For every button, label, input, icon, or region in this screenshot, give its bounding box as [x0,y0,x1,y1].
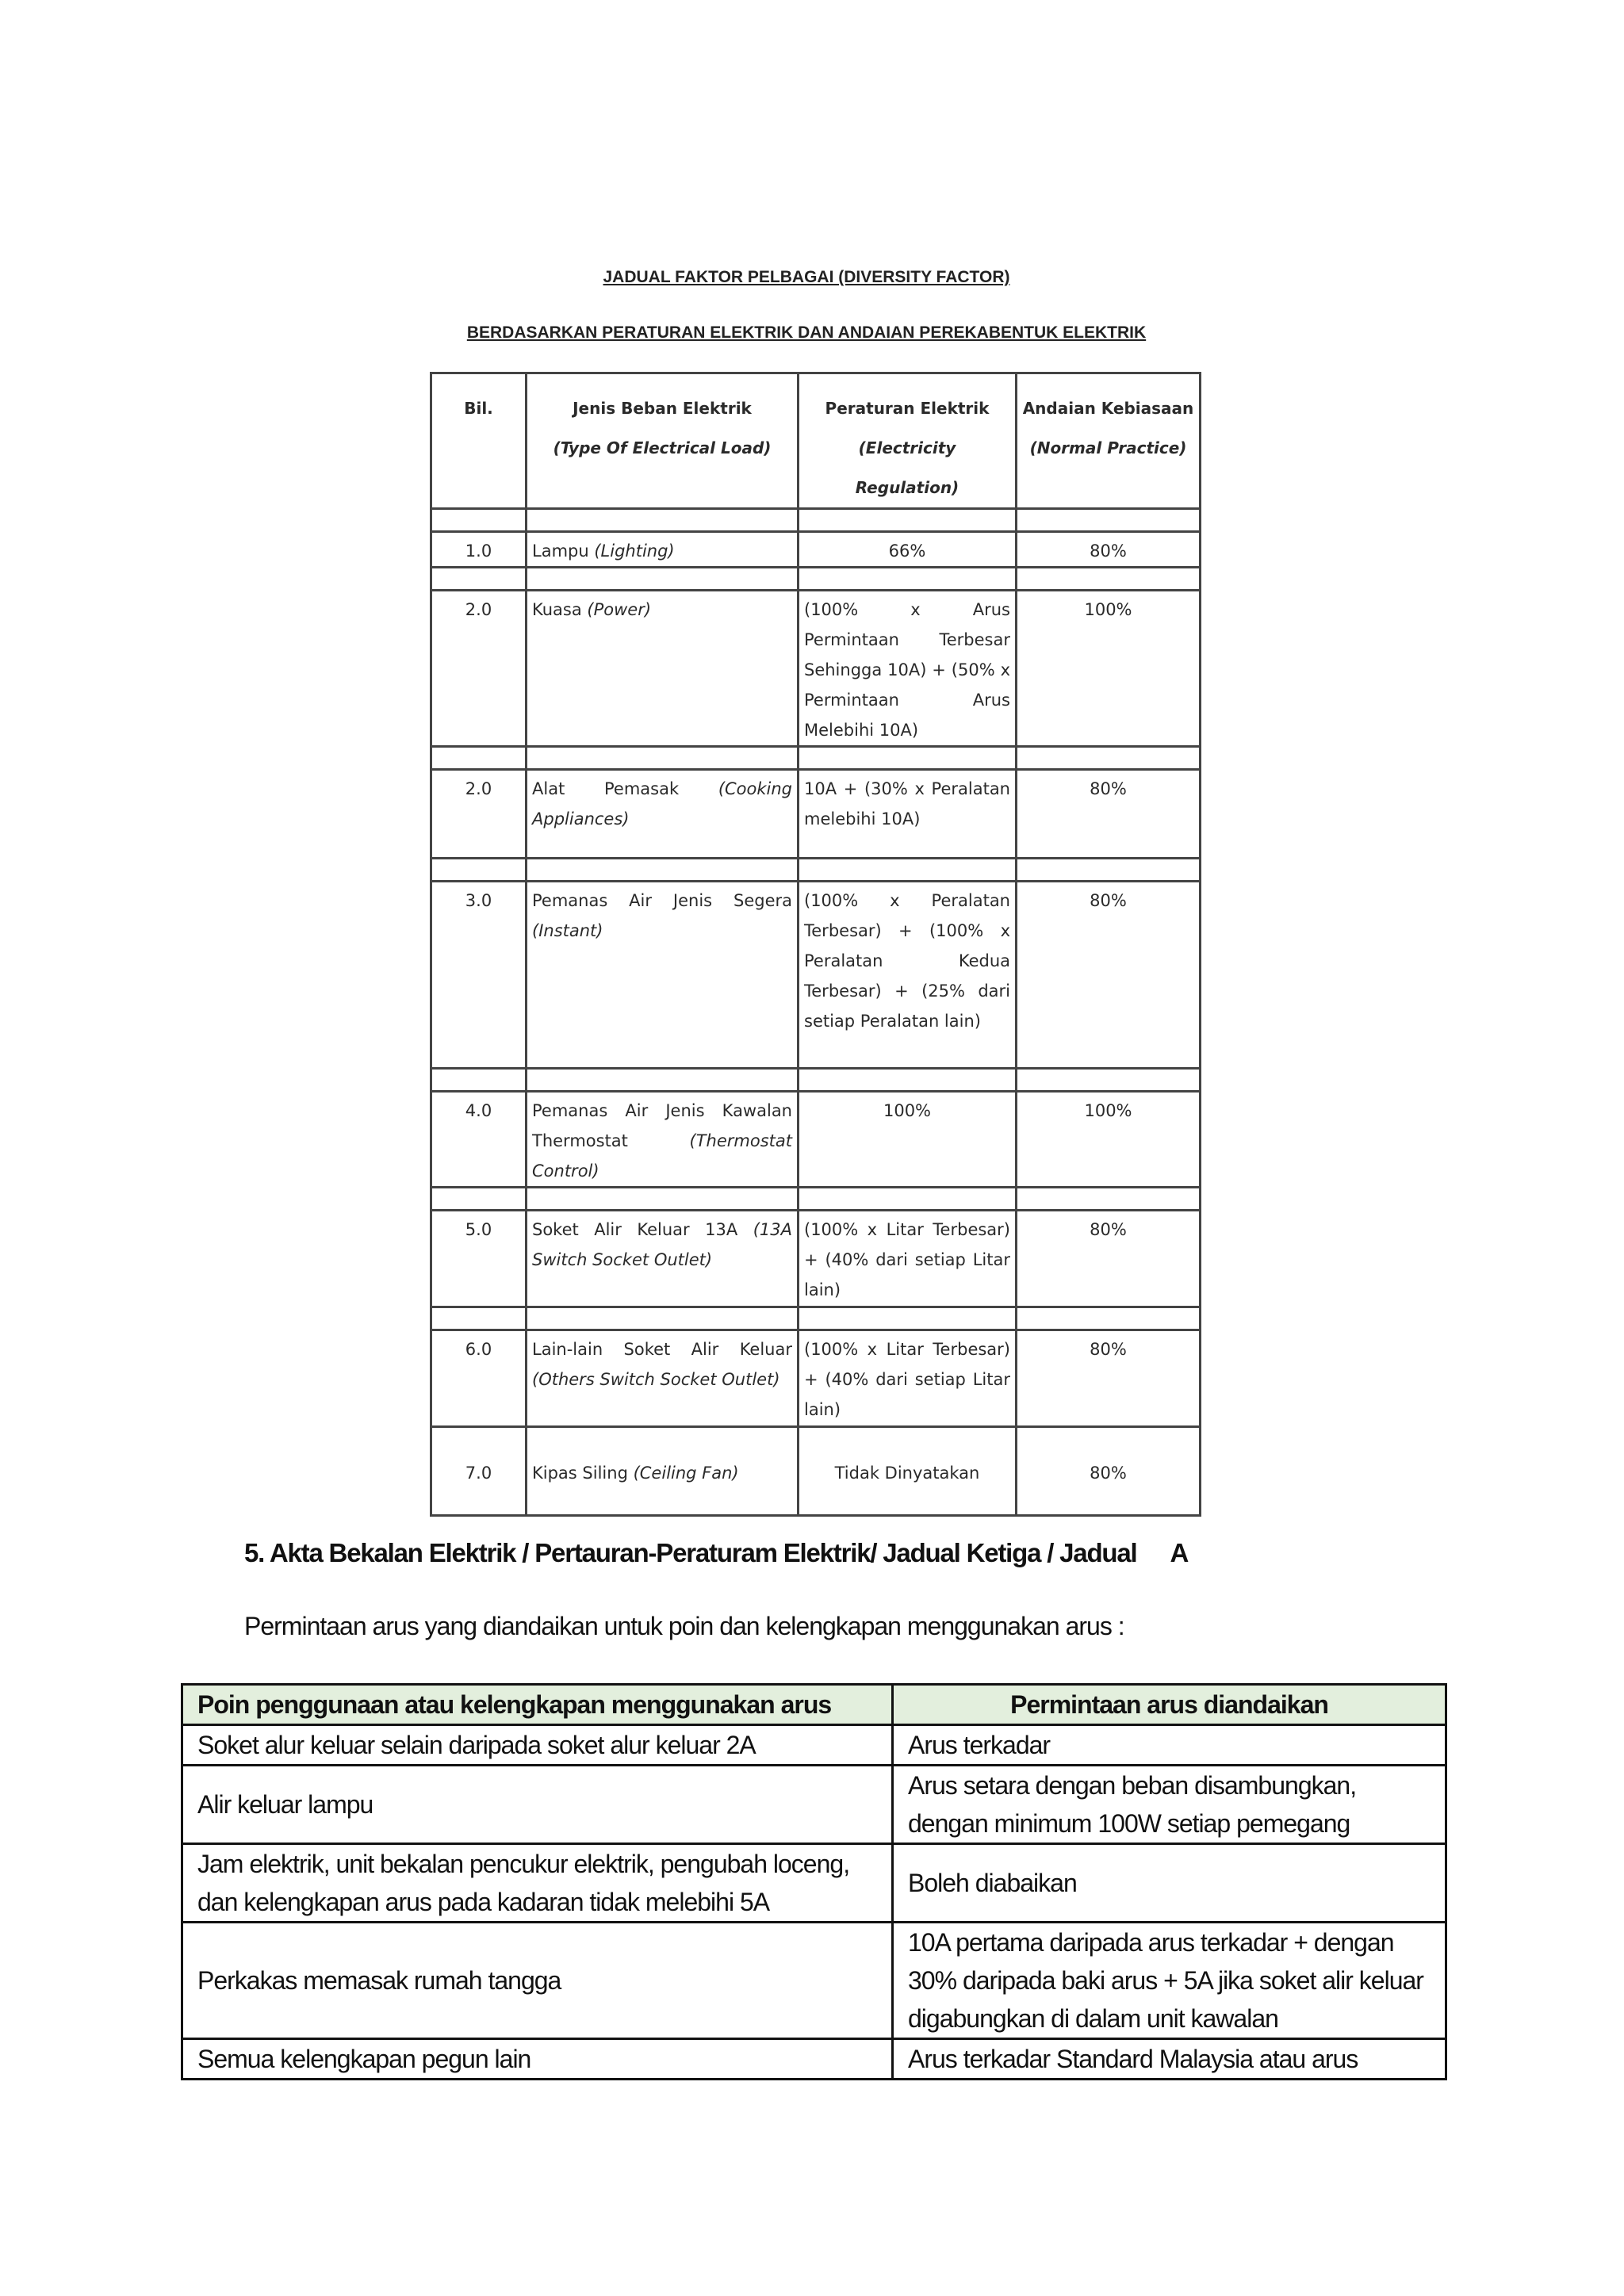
table-row [431,1211,1201,1307]
table-row [182,1844,1446,1923]
row-regulation: 10A + (30% x Peralatan melebihi 10A) [799,770,1017,859]
row-item: Jam elektrik, unit bekalan pencukur elektrik, pengubah loceng, dan kelengkapan arus pada kadaran tidak melebihi 5A [182,1844,893,1923]
intro-paragraph: Permintaan arus yang diandaikan untuk poin dan kelengkapan menggunakan arus : [244,1612,1124,1640]
header-row [431,373,1201,509]
table-row [182,1766,1446,1844]
row-item: Semua kelengkapan pegun lain [182,2039,893,2080]
row-bil: 3.0 [431,882,527,1069]
table-row [431,882,1201,1069]
scan-table-title: JADUAL FAKTOR PELBAGAI (DIVERSITY FACTOR) [603,268,1010,286]
diversity-factor-table [430,372,1201,1517]
row-regulation: Tidak Dinyatakan [799,1427,1017,1516]
header-load-type: Jenis Beban Elektrik (Type Of Electrical Load) [527,373,799,509]
table-row [182,1923,1446,2039]
row-load: Soket Alir Keluar 13A (13A Switch Socket Outlet) [527,1211,799,1307]
row-load: Pemanas Air Jenis Segera (Instant) [527,882,799,1069]
table-row [431,591,1201,747]
row-item: Soket alur keluar selain daripada soket alur keluar 2A [182,1725,893,1766]
row-item: Alir keluar lampu [182,1766,893,1844]
table-row [431,770,1201,859]
header-normal-practice: Andaian Kebiasaan (Normal Practice) [1017,373,1201,509]
row-bil: 2.0 [431,770,527,859]
row-practice: 80% [1017,1330,1201,1427]
table-row [182,1725,1446,1766]
header-point-usage: Poin penggunaan atau kelengkapan menggunakan arus [182,1685,893,1725]
row-regulation: 66% [799,532,1017,568]
table-row [431,532,1201,568]
row-practice: 80% [1017,1211,1201,1307]
row-demand: Arus terkadar [893,1725,1446,1766]
section-heading: 5. Akta Bekalan Elektrik / Pertauran-Peraturam Elektrik/ Jadual Ketiga / Jadual A [244,1538,1189,1567]
row-bil: 1.0 [431,532,527,568]
row-practice: 100% [1017,1092,1201,1188]
row-demand: Arus terkadar Standard Malaysia atau arus [893,2039,1446,2080]
assumed-demand-table [181,1683,1447,2080]
row-load: Kipas Siling (Ceiling Fan) [527,1427,799,1516]
table-row [431,1092,1201,1188]
row-demand: Boleh diabaikan [893,1844,1446,1923]
header-bil: Bil. [431,373,527,509]
row-practice: 80% [1017,1427,1201,1516]
row-load: Lain-lain Soket Alir Keluar (Others Switch Socket Outlet) [527,1330,799,1427]
row-load: Kuasa (Power) [527,591,799,747]
scan-table-subtitle: BERDASARKAN PERATURAN ELEKTRIK DAN ANDAIAN PEREKABENTUK ELEKTRIK [466,323,1147,342]
row-load: Lampu (Lighting) [527,532,799,568]
row-bil: 2.0 [431,591,527,747]
row-bil: 4.0 [431,1092,527,1188]
row-bil: 5.0 [431,1211,527,1307]
row-practice: 80% [1017,770,1201,859]
row-practice: 80% [1017,532,1201,568]
table-row [431,1330,1201,1427]
table-row [431,1427,1201,1516]
table-row [182,2039,1446,2080]
row-practice: 100% [1017,591,1201,747]
row-load: Pemanas Air Jenis Kawalan Thermostat (Thermostat Control) [527,1092,799,1188]
row-bil: 6.0 [431,1330,527,1427]
row-demand: 10A pertama daripada arus terkadar + dengan 30% daripada baki arus + 5A jika soket alir keluar digabungkan di dalam unit kawalan [893,1923,1446,2039]
row-regulation: 100% [799,1092,1017,1188]
row-load: Alat Pemasak (Cooking Appliances) [527,770,799,859]
row-practice: 80% [1017,882,1201,1069]
header-regulation: Peraturan Elektrik (Electricity Regulation) [799,373,1017,509]
row-bil: 7.0 [431,1427,527,1516]
row-regulation: (100% x Peralatan Terbesar) + (100% x Peralatan Kedua Terbesar) + (25% dari setiap Peralatan lain) [799,882,1017,1069]
row-item: Perkakas memasak rumah tangga [182,1923,893,2039]
header-row [182,1685,1446,1725]
header-assumed-demand: Permintaan arus diandaikan [893,1685,1446,1725]
row-demand: Arus setara dengan beban disambungkan, dengan minimum 100W setiap pemegang [893,1766,1446,1844]
row-regulation: (100% x Litar Terbesar) + (40% dari setiap Litar lain) [799,1211,1017,1307]
row-regulation: (100% x Litar Terbesar) + (40% dari setiap Litar lain) [799,1330,1017,1427]
row-regulation: (100% x Arus Permintaan Terbesar Sehingga 10A) + (50% x Permintaan Arus Melebihi 10A) [799,591,1017,747]
